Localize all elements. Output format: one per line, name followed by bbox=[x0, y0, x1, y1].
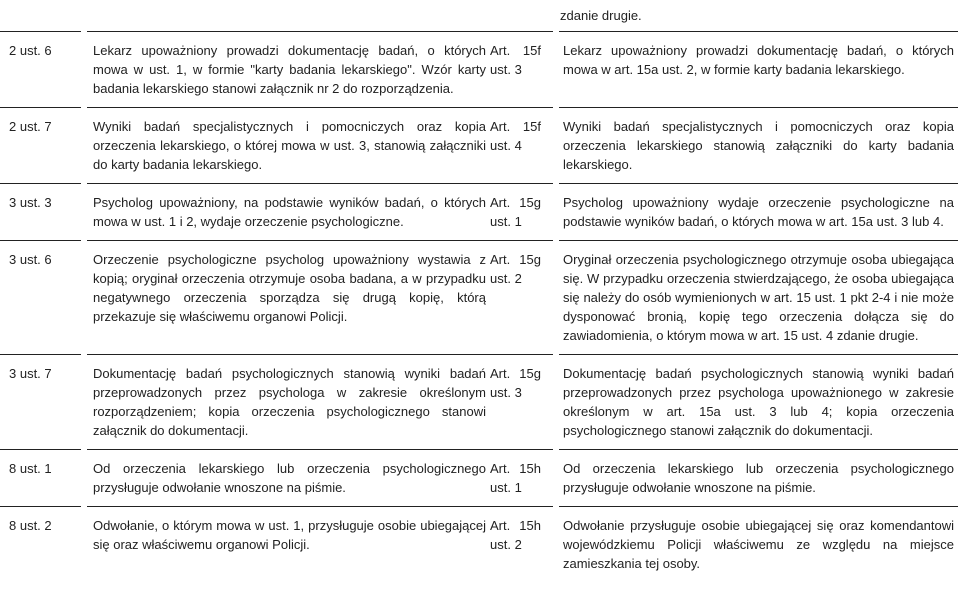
new-provision-text: Wyniki badań specjalistycznych i pomocniczych oraz kopia orzeczenia lekarskiego stanowią załączniki do karty badania lekarskiego. bbox=[556, 108, 958, 184]
article-word: Art. bbox=[490, 518, 511, 533]
article-word: Art. bbox=[490, 366, 511, 381]
old-provision-text: Lekarz upoważniony prowadzi dokumentację badań, o których mowa w ust. 1, w formie "karty badania lekarskiego". Wzór karty badania lekarskiego stanowi załącznik nr 2 do rozporządzenia. bbox=[84, 32, 488, 108]
article-number: 15f bbox=[522, 43, 541, 58]
new-provision-text: Psycholog upoważniony wydaje orzeczenie psychologiczne na podstawie wyników badań, o których mowa w art. 15a ust. 3 lub 4. bbox=[556, 184, 958, 241]
table-row bbox=[0, 184, 958, 241]
article-paragraph: ust. 2 bbox=[490, 271, 522, 286]
article-number: 15f bbox=[522, 119, 541, 134]
old-reference: 3 ust. 6 bbox=[0, 241, 84, 355]
old-provision-text: Odwołanie, o którym mowa w ust. 1, przysługuje osobie ubiegającej się oraz właściwemu organowi Policji. bbox=[84, 507, 488, 583]
new-article-ref bbox=[488, 108, 556, 184]
new-article-ref bbox=[488, 450, 556, 507]
new-article-ref bbox=[488, 355, 556, 450]
new-provision-text: Odwołanie przysługuje osobie ubiegającej się oraz komendantowi wojewódzkiemu Policji właściwemu ze względu na miejsce zamieszkania tej osoby. bbox=[556, 507, 958, 583]
old-reference: 2 ust. 6 bbox=[0, 32, 84, 108]
table-row bbox=[0, 108, 958, 184]
article-number: 15g bbox=[519, 366, 541, 381]
old-reference: 8 ust. 1 bbox=[0, 450, 84, 507]
old-reference: 2 ust. 7 bbox=[0, 108, 84, 184]
new-provision-text: Oryginał orzeczenia psychologicznego otrzymuje osoba ubiegająca się. W przypadku orzeczenia stwierdzającego, że osoba ubiegająca się należy do osób wymienionych w art. 15 ust. 1 pkt 2-4 i nie może dysponować bronią, kopię tego orzeczenia dołącza się do zawiadomienia, o którym mowa w art. 15 ust. 4 zdanie drugie. bbox=[556, 241, 958, 355]
table-row bbox=[0, 450, 958, 507]
comparison-table bbox=[0, 31, 958, 582]
table-row bbox=[0, 32, 958, 108]
article-word: Art. bbox=[490, 43, 511, 58]
new-article-ref bbox=[488, 184, 556, 241]
new-article-ref bbox=[488, 32, 556, 108]
old-provision-text: Orzeczenie psychologiczne psycholog upoważniony wystawia z kopią; oryginał orzeczenia otrzymuje osoba badana, a w przypadku negatywnego orzeczenia sporządza się drugą kopię, którą przekazuje się właściwemu organowi Policji. bbox=[84, 241, 488, 355]
article-number: 15h bbox=[519, 461, 541, 476]
table-row bbox=[0, 507, 958, 583]
new-article-ref bbox=[488, 241, 556, 355]
old-provision-text: Wyniki badań specjalistycznych i pomocniczych oraz kopia orzeczenia lekarskiego, o której mowa w ust. 3, stanowią załączniki do karty badania lekarskiego. bbox=[84, 108, 488, 184]
old-reference: 3 ust. 7 bbox=[0, 355, 84, 450]
table-row bbox=[0, 355, 958, 450]
new-provision-text: Lekarz upoważniony prowadzi dokumentację badań, o których mowa w art. 15a ust. 2, w formie karty badania lekarskiego. bbox=[556, 32, 958, 108]
article-word: Art. bbox=[490, 252, 511, 267]
article-number: 15g bbox=[519, 195, 541, 210]
article-paragraph: ust. 2 bbox=[490, 537, 522, 552]
article-paragraph: ust. 4 bbox=[490, 138, 522, 153]
old-provision-text: Psycholog upoważniony, na podstawie wyników badań, o których mowa w ust. 1 i 2, wydaje orzeczenie psychologiczne. bbox=[84, 184, 488, 241]
new-article-ref bbox=[488, 507, 556, 583]
article-word: Art. bbox=[490, 119, 511, 134]
article-paragraph: ust. 3 bbox=[490, 385, 522, 400]
article-number: 15g bbox=[519, 252, 541, 267]
continuation-text: zdanie drugie. bbox=[560, 8, 642, 23]
old-reference: 8 ust. 2 bbox=[0, 507, 84, 583]
article-paragraph: ust. 1 bbox=[490, 214, 522, 229]
old-provision-text: Dokumentację badań psychologicznych stanowią wyniki badań przeprowadzonych przez psychologa w zakresie określonym rozporządzeniem; kopia orzeczenia psychologicznego stanowi załącznik do dokumentacji. bbox=[84, 355, 488, 450]
new-provision-text: Od orzeczenia lekarskiego lub orzeczenia psychologicznego przysługuje odwołanie wnoszone na piśmie. bbox=[556, 450, 958, 507]
article-word: Art. bbox=[490, 461, 511, 476]
old-provision-text: Od orzeczenia lekarskiego lub orzeczenia psychologicznego przysługuje odwołanie wnoszone na piśmie. bbox=[84, 450, 488, 507]
table-row bbox=[0, 241, 958, 355]
old-reference: 3 ust. 3 bbox=[0, 184, 84, 241]
article-paragraph: ust. 1 bbox=[490, 480, 522, 495]
article-word: Art. bbox=[490, 195, 511, 210]
article-number: 15h bbox=[519, 518, 541, 533]
article-paragraph: ust. 3 bbox=[490, 62, 522, 77]
new-provision-text: Dokumentację badań psychologicznych stanowią wyniki badań przeprowadzonych przez psychologa upoważnionego w zakresie określonym w art. 15a ust. 3 lub 4; kopia orzeczenia psychologicznego stanowi załącznik do dokumentacji. bbox=[556, 355, 958, 450]
